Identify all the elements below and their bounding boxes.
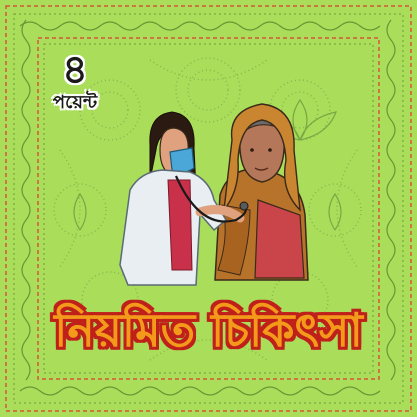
points-number: ৪ xyxy=(62,47,88,93)
points-badge xyxy=(30,48,120,114)
points-label: পয়েন্ট xyxy=(52,92,98,113)
elderly-woman-patient-icon xyxy=(215,104,308,280)
headline-title: নিয়মিত চিকিৎসা xyxy=(54,303,363,357)
